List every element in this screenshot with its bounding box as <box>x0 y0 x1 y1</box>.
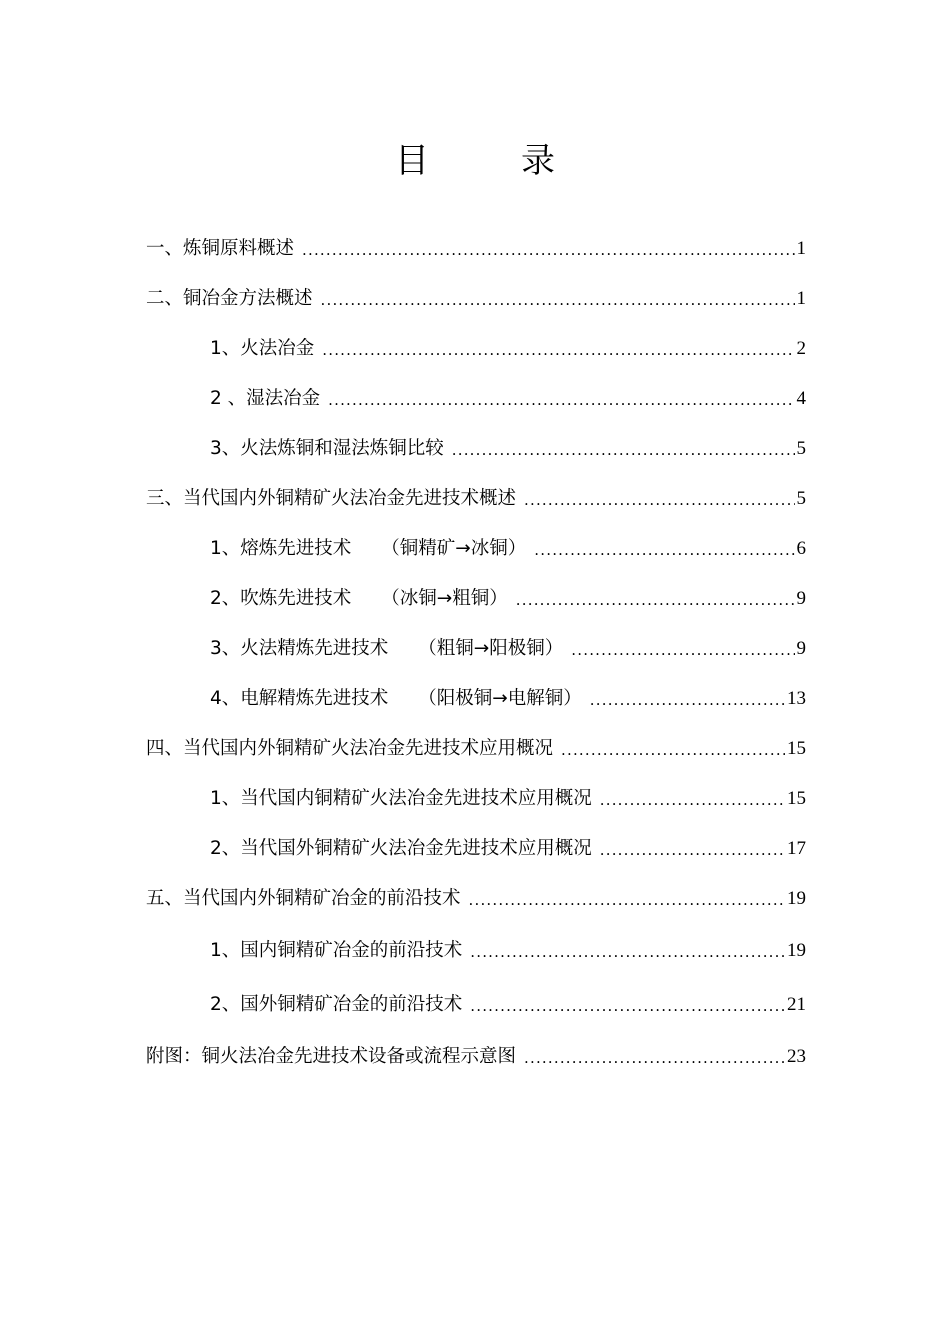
toc-entry-title: 三、当代国内外铜精矿火法冶金先进技术概述 <box>146 488 517 509</box>
toc-entry-label <box>146 487 516 511</box>
toc-entry-label <box>210 787 592 811</box>
toc-entry-label <box>146 1045 516 1069</box>
toc-entry-label <box>146 287 313 311</box>
toc-dot-leader <box>470 940 785 964</box>
toc-page-number: 15 <box>787 738 806 759</box>
toc-page-number: 15 <box>787 788 806 809</box>
toc-dot-leader <box>534 538 794 562</box>
toc-dot-leader <box>516 588 795 612</box>
toc-entry[interactable] <box>146 524 806 574</box>
toc-entry-label <box>210 387 320 411</box>
toc-entry[interactable] <box>146 924 806 978</box>
page-title <box>0 138 950 184</box>
toc-entry-title: 二、铜冶金方法概述 <box>146 288 313 309</box>
toc-entry-title: 一、炼铜原料概述 <box>146 238 295 259</box>
toc-entry-label <box>210 337 314 361</box>
toc-entry-label <box>146 887 461 911</box>
toc-page-number: 4 <box>796 388 806 409</box>
toc-entry-process: （冰铜→粗铜） <box>381 588 508 609</box>
toc-page-number: 9 <box>796 588 806 609</box>
toc-entry-label <box>210 837 592 861</box>
toc-entry-label <box>210 437 444 461</box>
toc-entry[interactable] <box>146 1032 806 1082</box>
toc-entry[interactable] <box>146 374 806 424</box>
toc-entry-label <box>210 993 462 1017</box>
toc-dot-leader <box>452 438 795 462</box>
toc-dot-leader <box>328 388 794 412</box>
toc-page-number: 5 <box>796 488 806 509</box>
toc-entry[interactable] <box>146 474 806 524</box>
toc-entry-process: （铜精矿→冰铜） <box>381 538 527 559</box>
title-char-1: 目 <box>395 141 429 181</box>
toc-entry-label <box>146 237 294 261</box>
toc-dot-leader <box>524 1046 785 1070</box>
toc-page-number: 21 <box>787 994 806 1015</box>
toc-entry-title: 3、火法炼铜和湿法炼铜比较 <box>210 438 444 459</box>
toc-entry[interactable] <box>146 774 806 824</box>
toc-entry-title: 3、火法精炼先进技术 <box>210 638 389 659</box>
toc-dot-leader <box>590 688 785 712</box>
toc-entry[interactable] <box>146 724 806 774</box>
toc-entry-label <box>210 687 582 711</box>
toc-entry-title: 1、熔炼先进技术 <box>210 538 352 559</box>
toc-entry[interactable] <box>146 424 806 474</box>
toc-entry-label <box>210 939 462 963</box>
toc-entry-title: 1、当代国内铜精矿火法冶金先进技术应用概况 <box>210 788 592 809</box>
toc-entry[interactable] <box>146 874 806 924</box>
toc-entry[interactable] <box>146 324 806 374</box>
toc-page-number: 19 <box>787 888 806 909</box>
toc-entry-label <box>210 587 508 611</box>
toc-entry-title: 1、国内铜精矿冶金的前沿技术 <box>210 940 463 961</box>
toc-entry-title: 四、当代国内外铜精矿火法冶金先进技术应用概况 <box>146 738 554 759</box>
toc-entry-title: 2、当代国外铜精矿火法冶金先进技术应用概况 <box>210 838 592 859</box>
toc-entry-title: 1、火法冶金 <box>210 338 315 359</box>
toc-entry-title: 2 、湿法冶金 <box>210 388 321 409</box>
toc-dot-leader <box>571 638 794 662</box>
toc-dot-leader <box>524 488 794 512</box>
toc-entry[interactable] <box>146 674 806 724</box>
toc-entry[interactable] <box>146 224 806 274</box>
toc-page-number: 1 <box>796 288 806 309</box>
toc-entry-title: 4、电解精炼先进技术 <box>210 688 389 709</box>
toc-dot-leader <box>302 238 794 262</box>
title-char-2: 录 <box>521 141 555 181</box>
toc-dot-leader <box>469 888 785 912</box>
toc-entry-title: 五、当代国内外铜精矿冶金的前沿技术 <box>146 888 461 909</box>
toc-page-number: 23 <box>787 1046 806 1067</box>
toc-dot-leader <box>470 994 785 1018</box>
toc-page-number: 6 <box>796 538 806 559</box>
toc-entry[interactable] <box>146 624 806 674</box>
toc-entry[interactable] <box>146 574 806 624</box>
toc-dot-leader <box>600 788 785 812</box>
toc-page-number: 17 <box>787 838 806 859</box>
toc-entry-label <box>210 537 526 561</box>
toc-entry[interactable] <box>146 978 806 1032</box>
toc-page-number: 1 <box>796 238 806 259</box>
toc-entry-title: 2、国外铜精矿冶金的前沿技术 <box>210 994 463 1015</box>
toc-entry-label <box>146 737 553 761</box>
toc-entry-process: （粗铜→阳极铜） <box>418 638 564 659</box>
toc-page-number: 2 <box>796 338 806 359</box>
toc-entry-label <box>210 637 563 661</box>
toc-entry-title: 2、吹炼先进技术 <box>210 588 352 609</box>
toc-dot-leader <box>322 338 794 362</box>
toc-dot-leader <box>600 838 785 862</box>
table-of-contents <box>146 224 806 1082</box>
toc-page-number: 9 <box>796 638 806 659</box>
toc-entry[interactable] <box>146 274 806 324</box>
toc-page-number: 13 <box>787 688 806 709</box>
toc-dot-leader <box>561 738 785 762</box>
toc-entry-title: 附图：铜火法冶金先进技术设备或流程示意图 <box>146 1046 517 1067</box>
toc-entry-process: （阳极铜→电解铜） <box>418 688 582 709</box>
toc-page-number: 5 <box>796 438 806 459</box>
toc-dot-leader <box>321 288 795 312</box>
toc-entry[interactable] <box>146 824 806 874</box>
toc-page-number: 19 <box>787 940 806 961</box>
